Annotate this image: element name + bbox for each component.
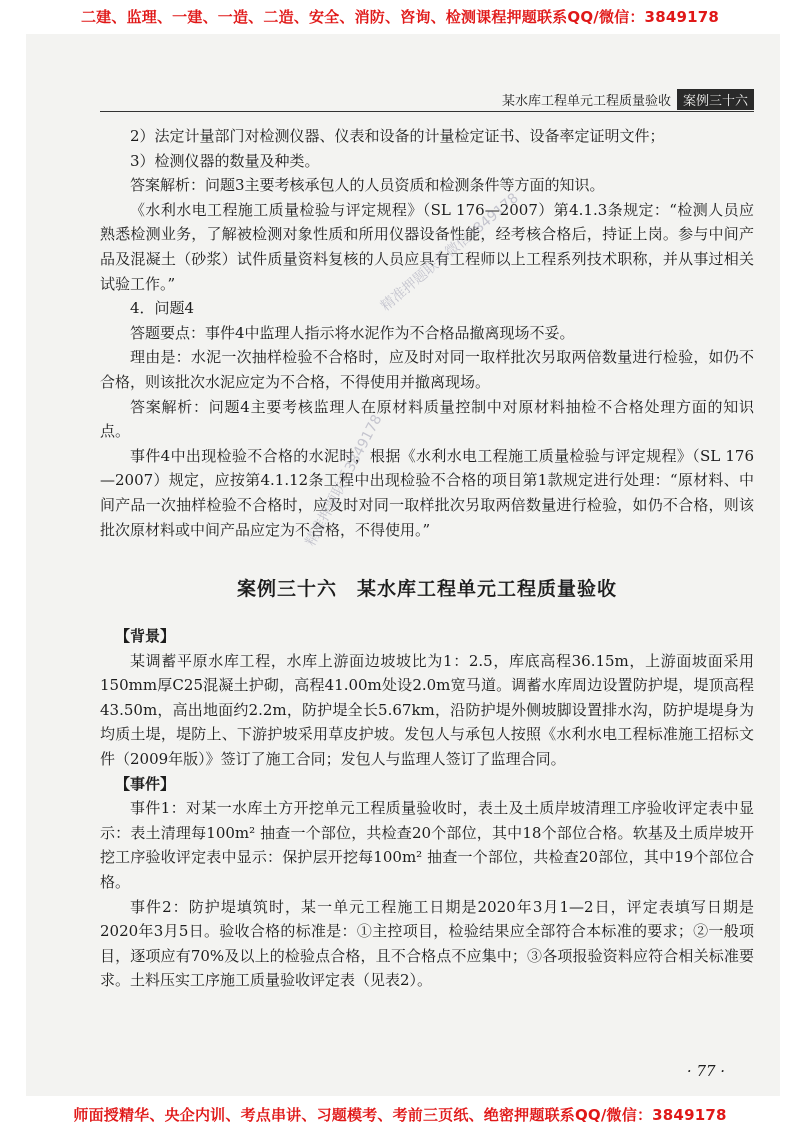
paragraph: 4．问题4 (130, 299, 195, 318)
top-promo-banner: 二建、监理、一建、一造、二造、安全、消防、咨询、检测课程押题联系QQ/微信：3849178 (80, 8, 720, 26)
bottom-promo-banner: 师面授精华、央企内训、考点串讲、习题模考、考前三页纸、绝密押题联系QQ/微信：3849178 (73, 1106, 727, 1124)
background-label: 【背景】 (115, 627, 176, 645)
running-header-case-tag: 案例三十六 (677, 89, 754, 110)
paragraph: 理由是：水泥一次抽样检验不合格时，应及时对同一取样批次另取两倍数量进行检验，如仍不合格，则该批次水泥应定为不合格，不得使用并撤离现场。 (100, 348, 754, 391)
background-paragraph: 某调蓄平原水库工程，水库上游面边坡坡比为1：2.5，库底高程36.15m，上游面坡面采用150mm厚C25混凝土护砌，高程41.00m处设2.0m宽马道。调蓄水库周边设置防护堤，堤顶高程43.50m，高出地面约2.2m，防护堤全长5.67km，沿防护堤外侧坡脚设置排水沟，防护堤堤身为均质土堤，堤防上、下游护坡采用草皮护坡。发包人与承包人按照《水利水电工程标准施工招标文件（2009年版）》签订了施工合同；发包人与监理人签订了监理合同。 (100, 651, 754, 768)
header-rule (100, 111, 754, 112)
watermark: 精准押题联系3849178 (302, 412, 386, 549)
paragraph: 2）法定计量部门对检测仪器、仪表和设备的计量检定证书、设备率定证明文件； (130, 127, 665, 145)
events-label: 【事件】 (115, 774, 176, 793)
paragraph: 《水利水电工程施工质量检验与评定规程》（SL 176—2007）第4.1.3条规定：“检测人员应熟悉检测业务，了解被检测对象性质和所用仪器设备性能，经考核合格后，持证上岗。参与中间产品及混凝土（砂浆）试件质量资料复核的人员应具有工程师以上工程系列技术职称，并从事过相关试验工作。” (100, 200, 754, 293)
page-number: · 77 · (686, 1062, 726, 1080)
paragraph: 3）检测仪器的数量及种类。 (130, 151, 320, 170)
paragraph: 答题要点：事件4中监理人指示将水泥作为不合格品撤离现场不妥。 (130, 323, 575, 342)
watermark: 精准押题联系微信3849178 (377, 190, 522, 315)
paragraph: 答案解析：问题4主要考核监理人在原材料质量控制中对原材料抽检不合格处理方面的知识点。 (100, 397, 754, 441)
running-header-title: 某水库工程单元工程质量验收 (501, 93, 671, 109)
event-paragraph: 事件2：防护堤填筑时，某一单元工程施工日期是2020年3月1—2日，评定表填写日期是2020年3月5日。验收合格的标准是：①主控项目，检验结果应全部符合本标准的要求；②一般项目，逐项应有70%及以上的检验点合格，且不合格点不应集中；③各项报验资料应符合相关标准要求。土料压实工序施工质量验收评定表（见表2）。 (100, 897, 754, 990)
running-header (454, 88, 754, 110)
case-title: 案例三十六 某水库工程单元工程质量验收 (236, 578, 617, 600)
paragraph: 事件4中出现检验不合格的水泥时，根据《水利水电工程施工质量检验与评定规程》（SL 176—2007）规定，应按第4.1.12条工程中出现检验不合格的项目第1款规定进行处理：“原材料、中间产品一次抽样检验不合格时，应及时对同一取样批次另取两倍数量进行检验，如仍不合格，则该批次原材料或中间产品应定为不合格，不得使用。” (100, 446, 754, 539)
upper-body-text (100, 124, 754, 542)
event-paragraph: 事件1：对某一水库土方开挖单元工程质量验收时，表土及土质岸坡清理工序验收评定表中显示：表土清理每100m² 抽查一个部位，共检查20个部位，其中18个部位合格。软基及土质岸坡开挖工序验收评定表中显示：保护层开挖每100m² 抽查一个部位，共检查20部位，其中19个部位合格。 (100, 799, 754, 891)
case-body-text (100, 624, 754, 993)
paragraph: 答案解析：问题3主要考核承包人的人员资质和检测条件等方面的知识。 (130, 176, 605, 195)
